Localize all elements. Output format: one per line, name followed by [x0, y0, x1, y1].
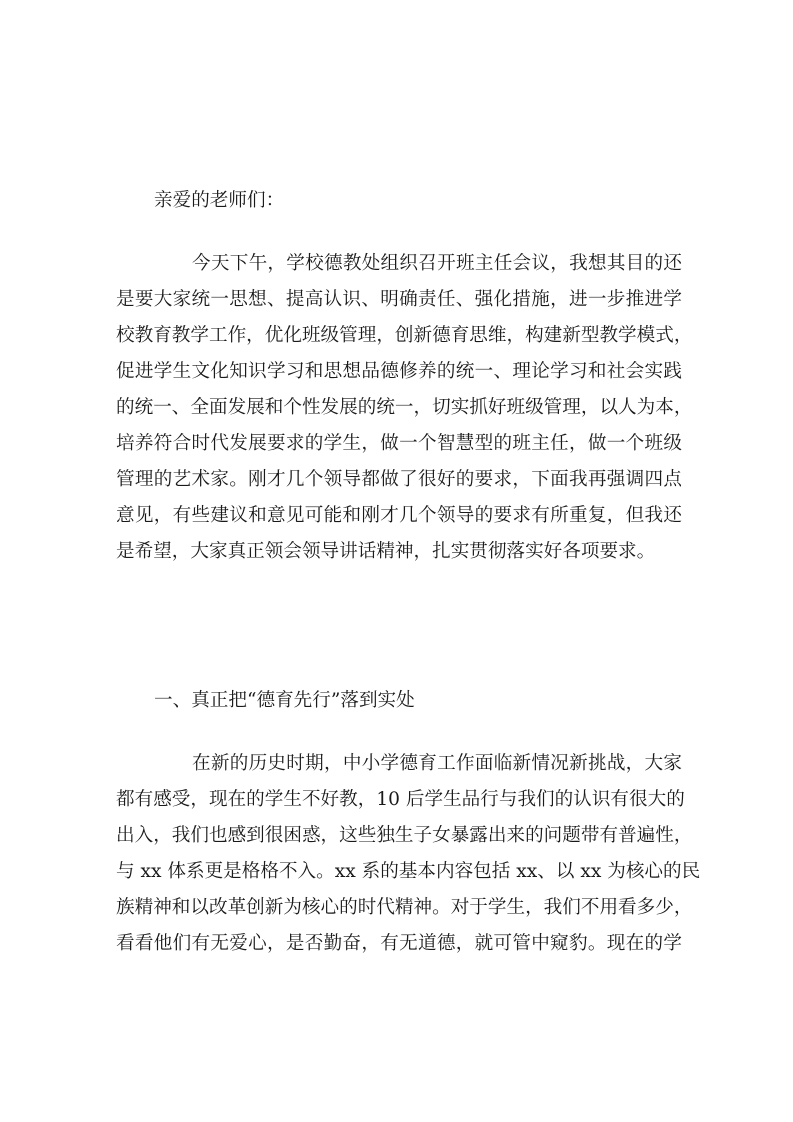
paragraph-line: 出入，我们也感到很困惑，这些独生子女暴露出来的问题带有普遍性， [116, 825, 693, 846]
paragraph-line: 培养符合时代发展要求的学生，做一个智慧型的班主任，做一个班级 [116, 433, 682, 454]
paragraph-line: 都有感受，现在的学生不好教，10 后学生品行与我们的认识有很大的 [116, 789, 685, 810]
paragraph-line: 在新的历史时期，中小学德育工作面临新情况新挑战，大家 [192, 753, 682, 774]
paragraph-line: 族精神和以改革创新为核心的时代精神。对于学生，我们不用看多少， [116, 897, 693, 918]
paragraph-line: 促进学生文化知识学习和思想品德修养的统一、理论学习和社会实践 [116, 361, 682, 382]
paragraph-line: 与 xx 体系更是格格不入。xx 系的基本内容包括 xx、以 xx 为核心的民 [116, 861, 701, 882]
paragraph-line: 今天下午，学校德教处组织召开班主任会议，我想其目的还 [192, 253, 682, 274]
salutation: 亲爱的老师们： [154, 190, 285, 211]
section-heading: 一、真正把“德育先行”落到实处 [154, 690, 415, 711]
paragraph-line: 管理的艺术家。刚才几个领导都做了很好的要求，下面我再强调四点 [116, 469, 682, 490]
paragraph-line: 意见，有些建议和意见可能和刚才几个领导的要求有所重复，但我还 [116, 505, 682, 526]
paragraph-line: 是要大家统一思想、提高认识、明确责任、强化措施，进一步推进学 [116, 289, 682, 310]
paragraph-line: 的统一、全面发展和个性发展的统一，切实抓好班级管理，以人为本， [116, 397, 693, 418]
paragraph-line: 看看他们有无爱心，是否勤奋，有无道德，就可管中窥豹。现在的学 [116, 933, 682, 954]
paragraph-line: 是希望，大家真正领会领导讲话精神，扎实贯彻落实好各项要求。 [116, 541, 656, 562]
paragraph-line: 校教育教学工作，优化班级管理，创新德育思维，构建新型教学模式， [116, 325, 693, 346]
